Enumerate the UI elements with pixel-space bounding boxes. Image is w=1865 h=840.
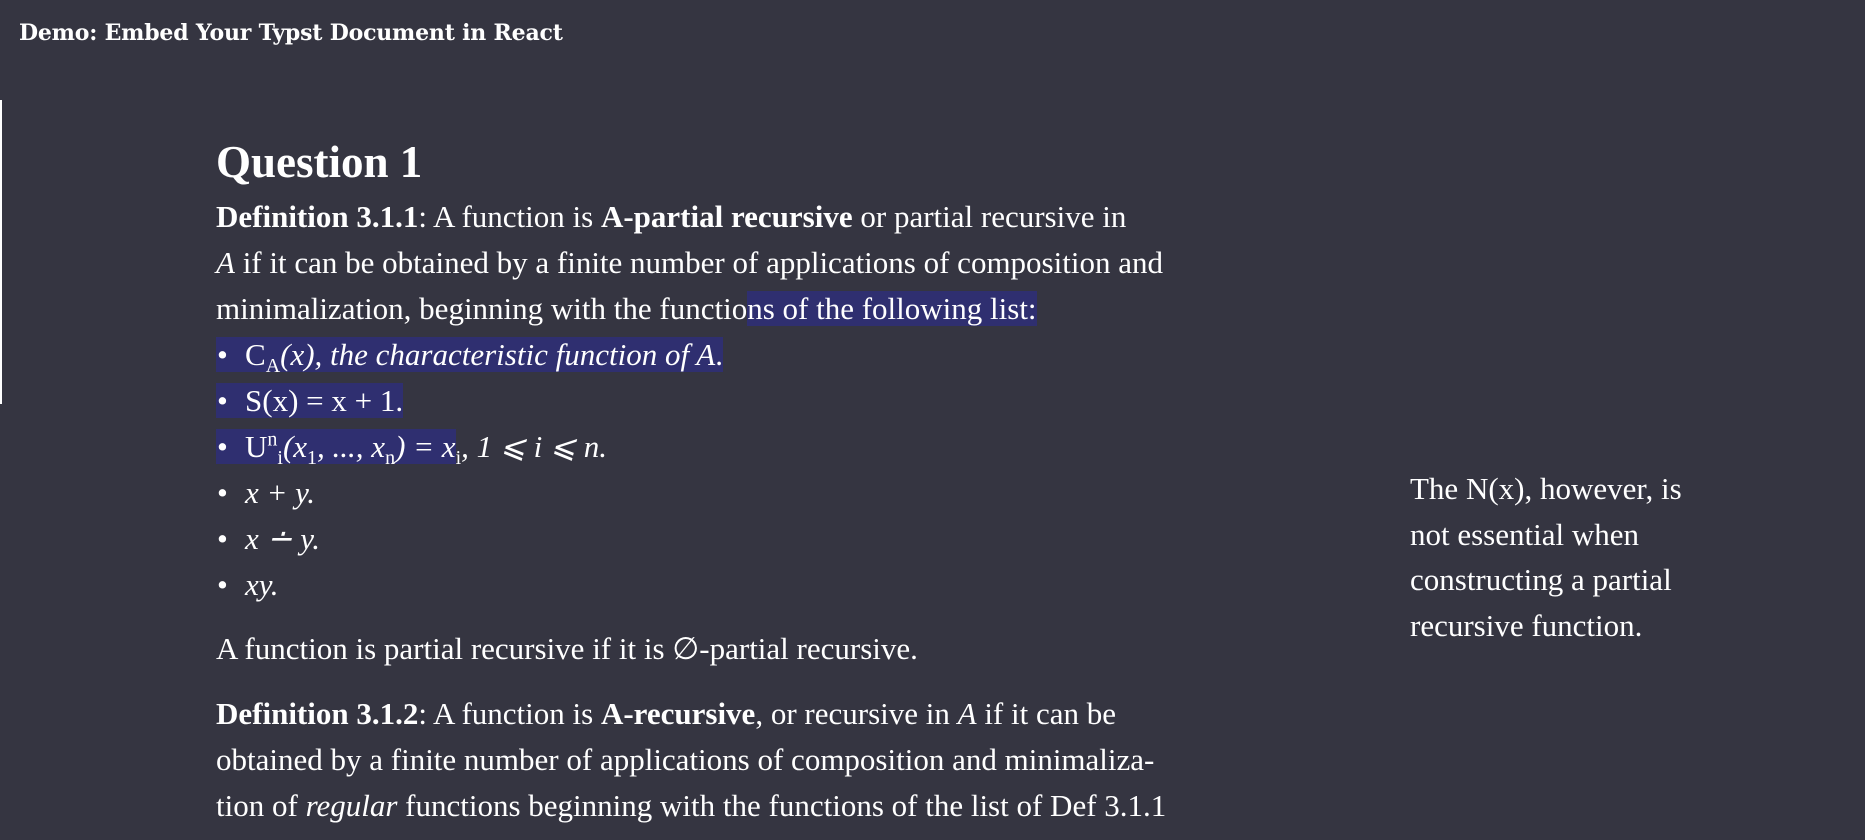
list-item	[216, 332, 723, 378]
selection-highlight-text: ns of the following list:	[747, 291, 1037, 326]
margin-note-line: The N(x), however, is	[1410, 471, 1682, 506]
bullet: •	[217, 337, 228, 372]
list-text: x + y.	[245, 475, 315, 510]
def2-line1-a: A function is	[433, 696, 601, 731]
bullet: •	[217, 475, 228, 510]
list-item	[216, 470, 315, 516]
list-text: , 1 ⩽ i ⩽ n.	[461, 429, 607, 464]
margin-note	[1410, 466, 1750, 648]
bullet: •	[217, 383, 228, 418]
def2-math-a: A	[957, 696, 977, 731]
def1-math-a: A	[216, 245, 235, 280]
margin-note-line: recursive function.	[1410, 607, 1643, 643]
list-text: C	[245, 337, 266, 372]
def2-line3-b: functions beginning with the functions of the list of Def 3.1.1	[397, 788, 1167, 823]
list-text: (x), the characteristic function of	[280, 337, 697, 372]
list-item	[216, 562, 279, 608]
def1-label: Definition 3.1.1	[216, 199, 419, 234]
def1-line1-b: or partial recursive in	[852, 199, 1127, 234]
def2-line1	[216, 691, 1116, 737]
def1-line3	[216, 286, 1037, 332]
margin-note-line: constructing a partial	[1410, 562, 1672, 597]
margin-note-line: not essential when	[1410, 516, 1640, 552]
list-sub: i	[277, 447, 283, 470]
list-sub: n	[385, 447, 396, 470]
def2-line2: obtained by a finite number of applications of composition and minimaliza-	[216, 742, 1155, 777]
paragraph-sentence: A function is partial recursive if it is ∅-partial recursive.	[216, 631, 918, 666]
def1-line2-rest: if it can be obtained by a finite number of applications of composition and	[234, 245, 1163, 280]
def2-term: A-recursive	[600, 696, 756, 731]
def1-term: A-partial recursive	[600, 199, 853, 234]
list-sub: 1	[307, 447, 318, 470]
list-text: S(x) = x + 1.	[245, 383, 404, 418]
def1-sep: :	[418, 199, 434, 234]
list-math: A	[696, 337, 716, 372]
def1-line1	[216, 194, 1126, 240]
bullet: •	[217, 567, 228, 602]
def1-line3-plain: minimalization, beginning with the functio	[216, 291, 748, 326]
list-text: U	[245, 429, 268, 464]
list-text: .	[715, 337, 723, 372]
list-item	[216, 424, 607, 470]
def2-line3-a: tion of	[216, 788, 306, 823]
list-sup: n	[267, 428, 278, 451]
list-item	[216, 378, 403, 424]
def2-line3	[216, 783, 1166, 829]
def2-italic-regular: regular	[305, 788, 398, 823]
app-title: Demo: Embed Your Typst Document in React	[19, 20, 563, 46]
list-text: xy.	[245, 567, 279, 602]
def1-line2	[216, 240, 1163, 286]
list-text: , ..., x	[317, 429, 386, 464]
list-text: x ∸ y.	[245, 521, 321, 556]
def2-line1-b: , or recursive in	[755, 696, 958, 731]
bullet: •	[217, 429, 228, 464]
list-text: ) = x	[395, 429, 456, 464]
list-sub: i	[455, 447, 462, 470]
bullet: •	[217, 521, 228, 556]
scroll-edge-indicator	[0, 100, 2, 404]
list-text: (x	[282, 429, 308, 464]
def2-line1-c: if it can be	[976, 696, 1117, 731]
list-item	[216, 516, 320, 562]
def2-label: Definition 3.1.2	[216, 696, 419, 731]
question-title: Question 1	[216, 137, 423, 187]
list-sub: A	[265, 355, 281, 378]
def2-sep: :	[418, 696, 434, 731]
def1-line1-a: A function is	[433, 199, 601, 234]
